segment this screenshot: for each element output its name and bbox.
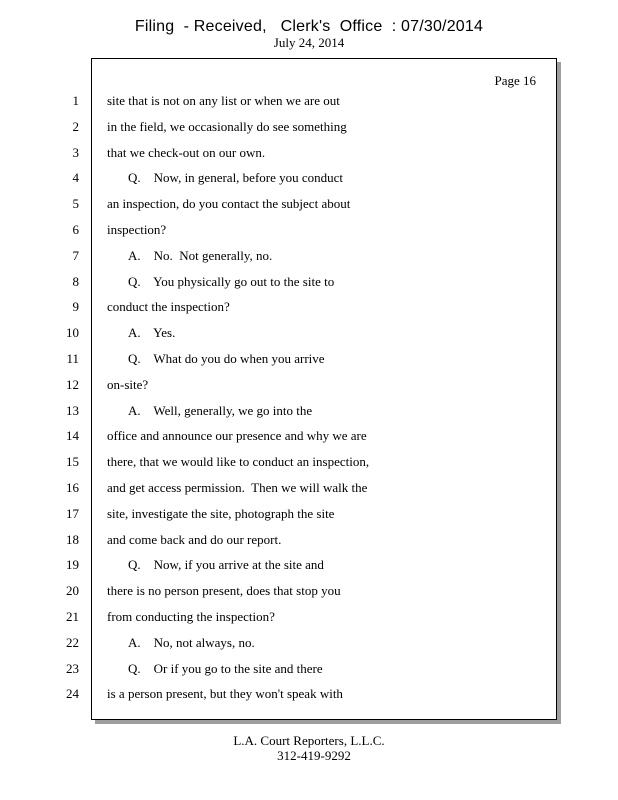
line-number: 15 <box>66 454 79 470</box>
transcript-date: July 24, 2014 <box>273 35 345 50</box>
line-text: A. Yes. <box>128 325 176 341</box>
line-number: 2 <box>72 118 79 134</box>
line-number: 11 <box>66 351 79 366</box>
transcript-line <box>0 376 618 394</box>
transcript-line <box>0 118 618 136</box>
transcript-line <box>0 582 618 600</box>
line-number: 3 <box>72 144 79 160</box>
filing-stamp: Filing - Received, Clerk's Office : 07/30/2014 <box>134 18 484 35</box>
transcript-line <box>0 144 618 162</box>
transcript-line <box>0 505 618 523</box>
transcript-line <box>0 402 618 420</box>
transcript-line <box>0 556 618 574</box>
line-number: 22 <box>66 634 79 650</box>
transcript-line <box>0 298 618 316</box>
line-number: 24 <box>66 686 79 702</box>
line-number: 4 <box>72 170 79 186</box>
line-text: an inspection, do you contact the subject about <box>107 196 351 212</box>
transcript-line <box>0 453 618 471</box>
footer-phone: 312-419-9292 <box>277 748 351 763</box>
transcript-line <box>0 247 618 265</box>
line-number: 21 <box>66 609 79 624</box>
line-text: Q. What do you do when you arrive <box>128 351 325 366</box>
line-number: 16 <box>66 480 79 495</box>
transcript-line <box>0 273 618 291</box>
transcript-line <box>0 685 618 703</box>
line-number: 8 <box>72 273 79 289</box>
line-text: there, that we would like to conduct an inspection, <box>107 454 370 470</box>
line-text: A. Well, generally, we go into the <box>128 402 313 418</box>
line-number: 9 <box>72 299 79 315</box>
line-number: 12 <box>66 376 79 392</box>
line-text: Q. You physically go out to the site to <box>128 273 335 289</box>
line-text: A. No, not always, no. <box>128 634 255 650</box>
transcript-line <box>0 427 618 445</box>
line-text: on-site? <box>107 376 149 392</box>
line-text: Q. Now, if you arrive at the site and <box>128 557 324 573</box>
line-number: 5 <box>72 196 79 212</box>
line-number: 6 <box>72 222 79 237</box>
transcript-line <box>0 92 618 110</box>
line-text: conduct the inspection? <box>107 299 230 315</box>
line-text: that we check-out on our own. <box>107 144 266 160</box>
line-text: is a person present, but they won't speak with <box>107 686 343 702</box>
line-text: Q. Now, in general, before you conduct <box>128 170 344 186</box>
line-text: in the field, we occasionally do see something <box>107 118 347 134</box>
transcript-line <box>0 324 618 342</box>
line-text: site that is not on any list or when we are out <box>107 93 340 108</box>
footer-company: L.A. Court Reporters, L.L.C. <box>233 733 385 748</box>
transcript-line <box>0 221 618 239</box>
line-text: from conducting the inspection? <box>107 609 275 624</box>
line-number: 1 <box>72 93 79 108</box>
line-number: 19 <box>66 557 79 573</box>
line-text: office and announce our presence and why we are <box>107 428 367 444</box>
line-text: Q. Or if you go to the site and there <box>128 660 323 676</box>
line-number: 13 <box>66 402 79 418</box>
line-text: and come back and do our report. <box>107 531 282 547</box>
line-number: 20 <box>66 583 79 599</box>
line-text: there is no person present, does that stop you <box>107 583 341 599</box>
line-text: A. No. Not generally, no. <box>128 247 273 263</box>
transcript-line <box>0 660 618 678</box>
line-text: site, investigate the site, photograph the site <box>107 505 335 521</box>
transcript-line <box>0 479 618 497</box>
transcript-line <box>0 195 618 213</box>
line-number: 23 <box>66 660 79 676</box>
line-number: 14 <box>66 428 79 444</box>
line-number: 10 <box>66 325 79 341</box>
transcript-line <box>0 169 618 187</box>
page-number: Page 16 <box>494 73 536 88</box>
transcript-line <box>0 531 618 549</box>
line-text: inspection? <box>107 222 167 237</box>
line-number: 17 <box>66 505 79 521</box>
line-text: and get access permission. Then we will walk the <box>107 480 368 495</box>
line-number: 7 <box>72 247 79 263</box>
line-number: 18 <box>66 531 79 547</box>
transcript-line <box>0 350 618 368</box>
transcript-line <box>0 608 618 626</box>
transcript-line <box>0 634 618 652</box>
